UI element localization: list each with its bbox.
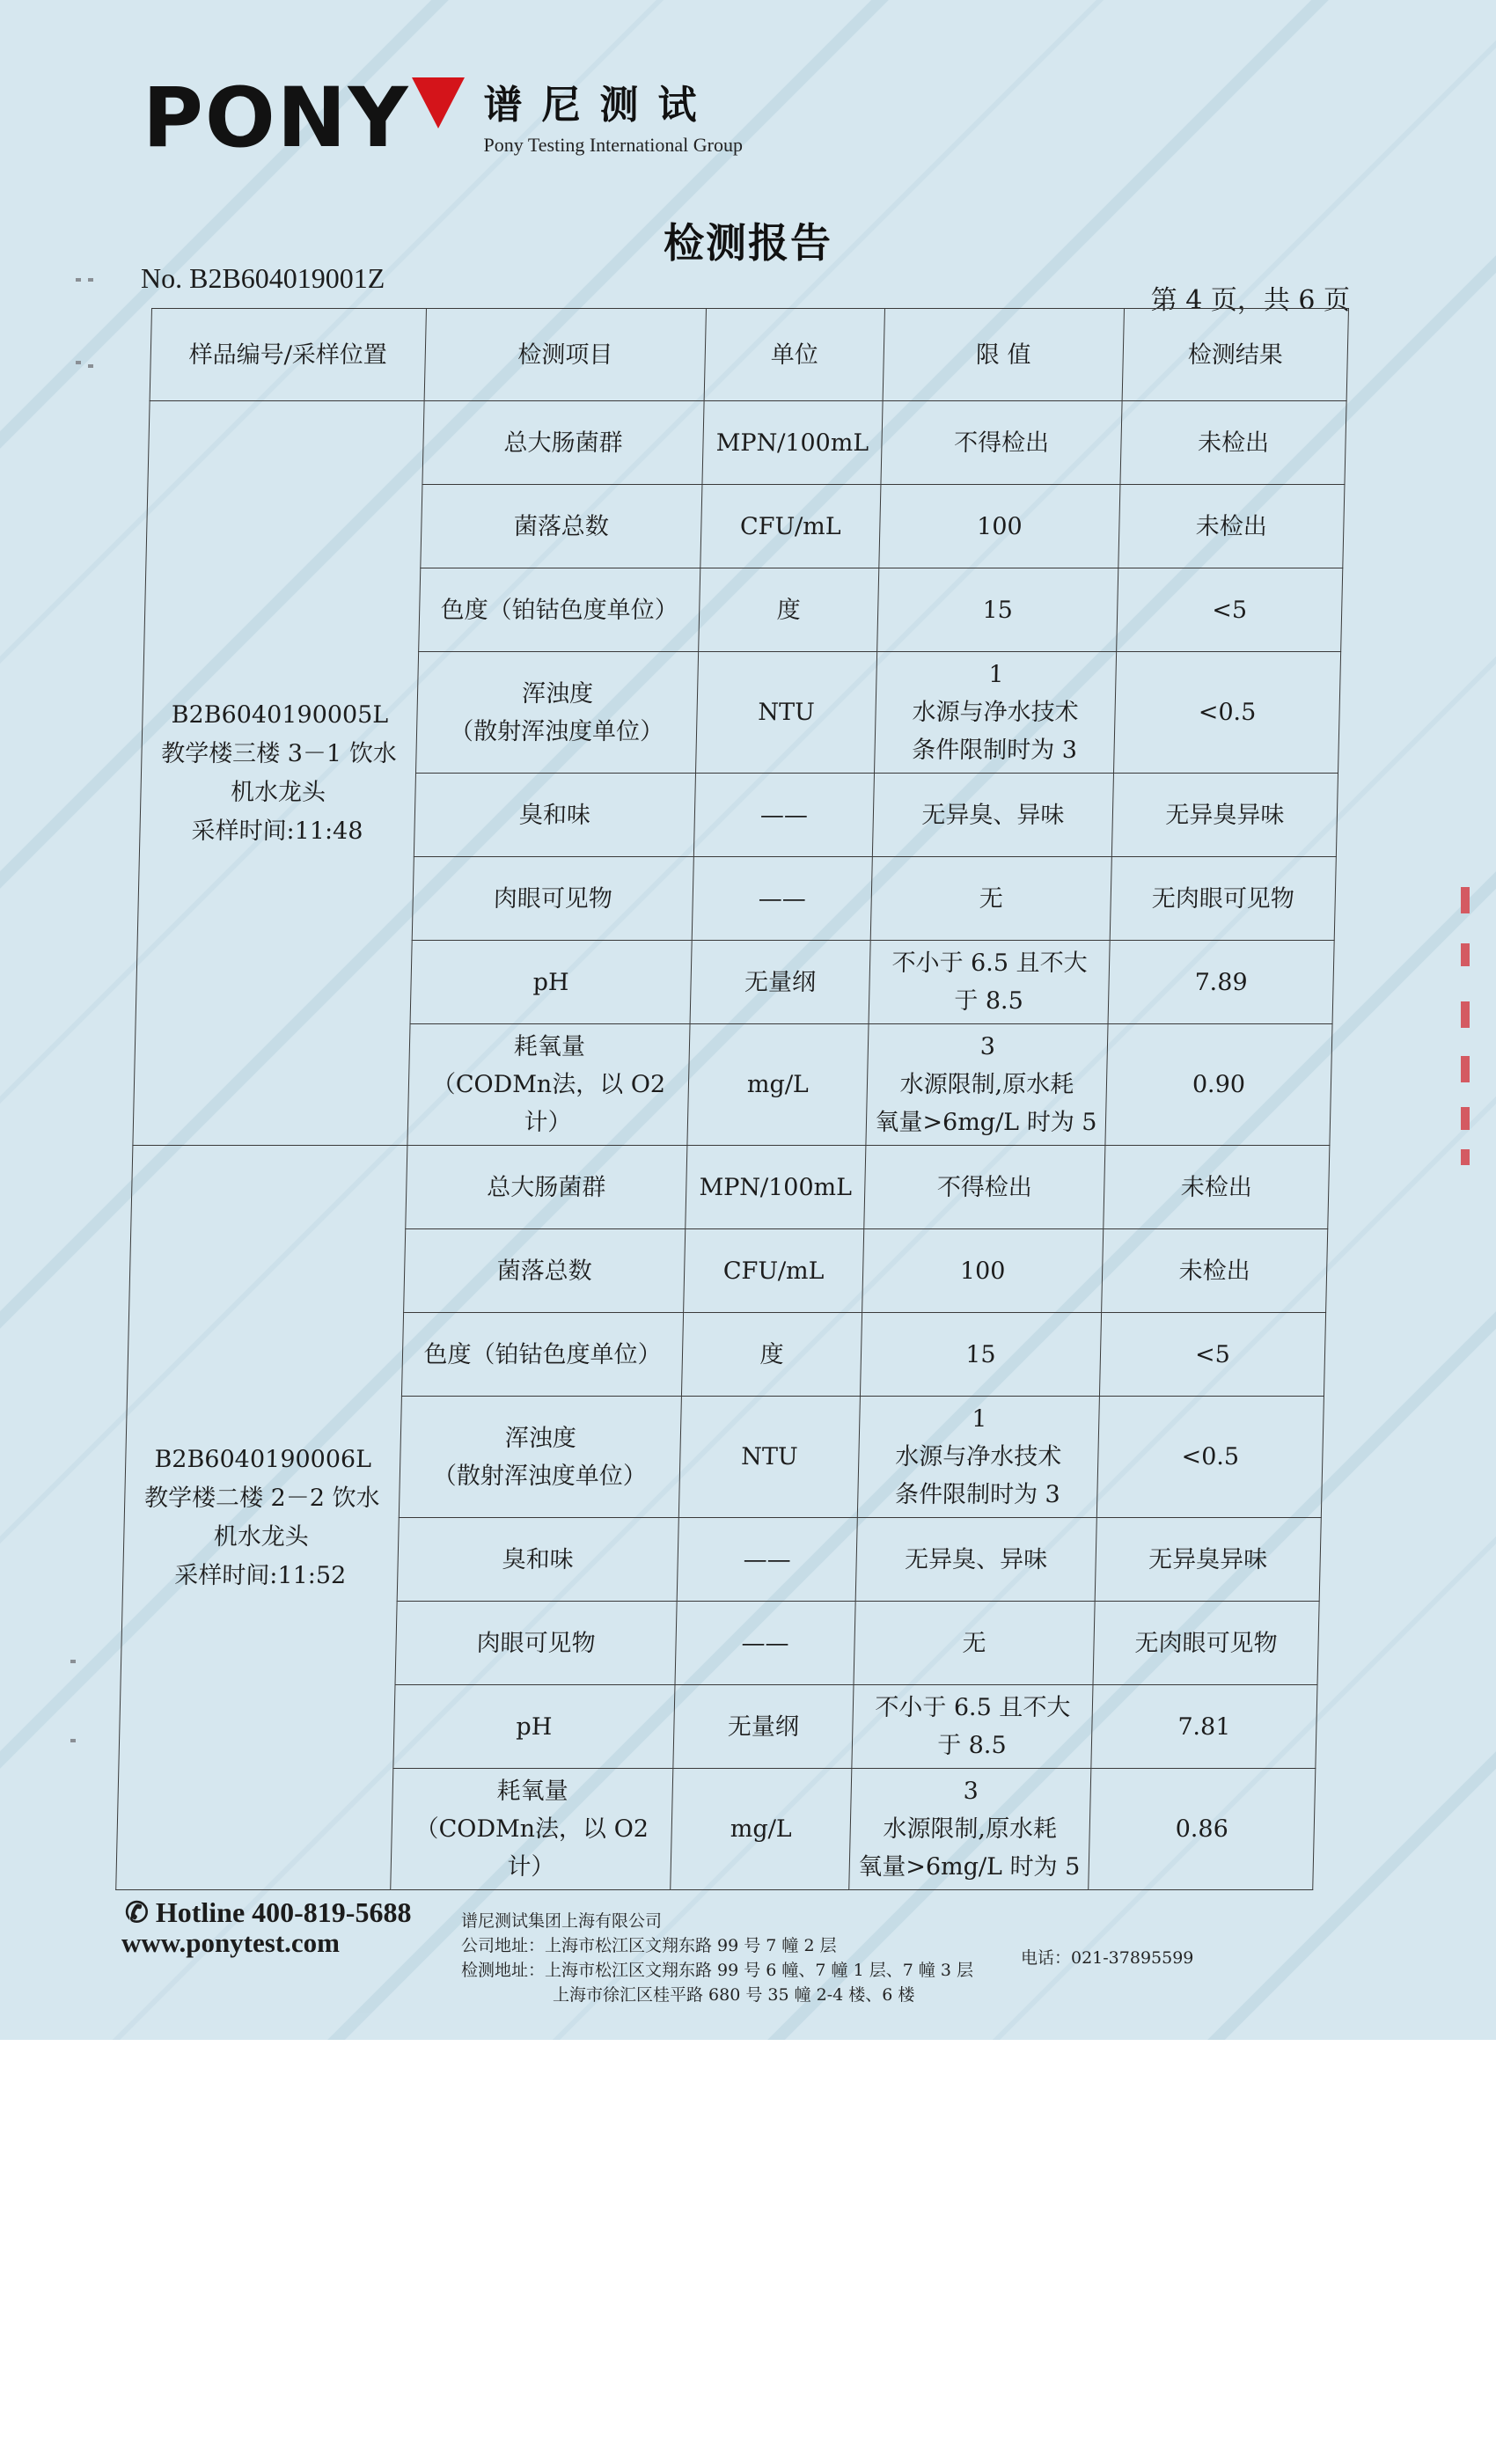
cell-line: 肉眼可见物 bbox=[476, 1629, 596, 1657]
result-cell: 未检出 bbox=[1120, 401, 1346, 485]
cell-line: 采样时间:11:48 bbox=[191, 817, 363, 845]
punch-mark bbox=[76, 361, 81, 364]
sample-cell bbox=[116, 1146, 407, 1890]
cell-line: 3 bbox=[963, 1778, 979, 1805]
footer-company: 谱尼测试集团上海有限公司 bbox=[461, 1911, 663, 1931]
cell-line: 不小于 6.5 且不大 bbox=[891, 950, 1089, 977]
cell-line: 无 bbox=[979, 884, 1004, 913]
unit-cell: —— bbox=[693, 774, 874, 857]
cell-line: pH bbox=[532, 968, 569, 996]
cell-line: pH bbox=[516, 1712, 553, 1741]
logo-name-cn: 谱尼测试 bbox=[483, 83, 716, 128]
unit-cell: 度 bbox=[681, 1313, 862, 1397]
cell-line: 教学楼三楼 3－1 饮水 bbox=[160, 739, 398, 767]
table-row bbox=[131, 1146, 1330, 1229]
cell-line: 不小于 6.5 且不大 bbox=[874, 1694, 1071, 1721]
cell-line: 教学楼二楼 2－2 饮水 bbox=[143, 1484, 380, 1512]
cell-line: 100 bbox=[976, 512, 1023, 540]
punch-mark bbox=[88, 364, 93, 368]
limit-cell bbox=[870, 857, 1111, 941]
logo-text bbox=[484, 77, 743, 157]
result-cell: 未检出 bbox=[1118, 485, 1345, 568]
footer-test-address-2: 上海市徐汇区桂平路 680 号 35 幢 2-4 楼、6 楼 bbox=[553, 1985, 915, 2005]
cell-line: 臭和味 bbox=[502, 1545, 575, 1573]
item-cell bbox=[407, 1024, 690, 1146]
punch-mark bbox=[70, 1739, 76, 1742]
cell-line: B2B6040190005L bbox=[171, 700, 389, 729]
cell-line: 菌落总数 bbox=[513, 512, 610, 540]
side-stamp-mark bbox=[1461, 1001, 1470, 1028]
cell-line: 色度（铂钴色度单位） bbox=[440, 596, 679, 624]
logo-triangle-icon bbox=[412, 77, 465, 128]
cell-line: 无异臭、异味 bbox=[904, 1545, 1048, 1573]
cell-line: （散射浑浊度单位） bbox=[449, 717, 664, 745]
report-number: No. B2B604019001Z bbox=[141, 262, 385, 294]
item-cell bbox=[419, 568, 700, 652]
report-title: 检测报告 bbox=[664, 219, 832, 267]
cell-line: 水源与净水技术 bbox=[912, 699, 1079, 726]
item-cell bbox=[393, 1685, 675, 1769]
cell-line: 总大肠菌群 bbox=[503, 429, 623, 457]
limit-cell bbox=[881, 401, 1122, 485]
limit-cell bbox=[866, 1024, 1108, 1146]
company-logo bbox=[143, 70, 743, 166]
limit-cell bbox=[862, 1229, 1104, 1313]
header-unit: 单位 bbox=[704, 309, 884, 401]
cell-line: B2B6040190006L bbox=[154, 1445, 372, 1473]
item-cell bbox=[401, 1313, 683, 1397]
item-cell bbox=[416, 652, 699, 774]
item-cell bbox=[412, 857, 693, 941]
header-item: 检测项目 bbox=[424, 309, 706, 401]
footer-phone: 电话：021-37895599 bbox=[1021, 1948, 1194, 1968]
logo-wordmark bbox=[143, 70, 465, 166]
result-cell: 7.81 bbox=[1091, 1685, 1317, 1769]
limit-cell bbox=[855, 1518, 1096, 1602]
side-stamp-mark bbox=[1461, 1107, 1470, 1130]
punch-mark bbox=[88, 278, 93, 282]
limit-cell bbox=[860, 1313, 1101, 1397]
limit-cell bbox=[854, 1602, 1095, 1685]
cell-line: 100 bbox=[959, 1257, 1006, 1285]
cell-line: （CODMn法，以 O2 计） bbox=[431, 1071, 666, 1136]
unit-cell: 无量纲 bbox=[673, 1685, 854, 1769]
cell-line: 于 8.5 bbox=[954, 987, 1024, 1015]
result-cell: 0.86 bbox=[1089, 1769, 1316, 1890]
unit-cell: —— bbox=[692, 857, 872, 941]
limit-cell bbox=[849, 1769, 1091, 1890]
result-cell: 无异臭异味 bbox=[1095, 1518, 1321, 1602]
result-cell: 未检出 bbox=[1102, 1229, 1328, 1313]
unit-cell: mg/L bbox=[671, 1769, 852, 1890]
unit-cell: 度 bbox=[699, 568, 879, 652]
item-cell bbox=[422, 401, 704, 485]
cell-line: 1 bbox=[988, 661, 1004, 688]
hotline bbox=[125, 1896, 411, 1929]
logo-wordmark-text: PONY bbox=[143, 70, 410, 166]
cell-line: （散射浑浊度单位） bbox=[432, 1462, 648, 1490]
cell-line: 条件限制时为 3 bbox=[894, 1481, 1061, 1508]
table-body bbox=[116, 401, 1346, 1890]
result-cell: 无肉眼可见物 bbox=[1110, 857, 1336, 941]
side-stamp-mark bbox=[1461, 943, 1470, 966]
item-cell bbox=[404, 1229, 686, 1313]
limit-cell bbox=[869, 941, 1110, 1024]
cell-line: 肉眼可见物 bbox=[493, 884, 613, 913]
punch-mark bbox=[76, 278, 81, 282]
result-cell: <5 bbox=[1099, 1313, 1325, 1397]
cell-line: 3 bbox=[979, 1033, 996, 1060]
sample-cell bbox=[133, 401, 424, 1146]
logo-name-en: Pony Testing International Group bbox=[483, 134, 743, 156]
website: www.ponytest.com bbox=[121, 1927, 340, 1958]
cell-line: 条件限制时为 3 bbox=[911, 737, 1078, 764]
cell-line: 15 bbox=[982, 596, 1014, 624]
cell-line: 氧量>6mg/L 时为 5 bbox=[875, 1109, 1097, 1136]
cell-line: 于 8.5 bbox=[936, 1732, 1008, 1759]
phone-icon: ✆ bbox=[125, 1896, 149, 1928]
side-stamp-mark bbox=[1461, 1149, 1470, 1165]
item-cell bbox=[399, 1397, 681, 1518]
result-cell: <0.5 bbox=[1096, 1397, 1324, 1518]
result-cell: 无肉眼可见物 bbox=[1093, 1602, 1319, 1685]
item-cell bbox=[421, 485, 702, 568]
result-cell: 未检出 bbox=[1104, 1146, 1330, 1229]
unit-cell: CFU/mL bbox=[684, 1229, 864, 1313]
limit-cell bbox=[877, 568, 1118, 652]
cell-line: 水源限制,原水耗 bbox=[883, 1815, 1058, 1843]
punch-mark bbox=[70, 1660, 76, 1663]
cell-line: 臭和味 bbox=[518, 801, 591, 829]
unit-cell: CFU/mL bbox=[700, 485, 881, 568]
limit-cell bbox=[879, 485, 1120, 568]
item-cell bbox=[414, 774, 695, 857]
footer-test-address-1: 检测地址：上海市松江区文翔东路 99 号 6 幢、7 幢 1 层、7 幢 3 层 bbox=[461, 1961, 974, 1980]
unit-cell: NTU bbox=[678, 1397, 860, 1518]
table-header-row bbox=[150, 309, 1348, 401]
unit-cell: 无量纲 bbox=[690, 941, 870, 1024]
cell-line: 浑浊度 bbox=[504, 1424, 577, 1452]
cell-line: 无异臭、异味 bbox=[921, 801, 1065, 829]
cell-line: 水源与净水技术 bbox=[895, 1443, 1062, 1470]
cell-line: 水源限制,原水耗 bbox=[899, 1071, 1074, 1098]
cell-line: 15 bbox=[964, 1340, 997, 1368]
cell-line: （CODMn法，以 O2 计） bbox=[414, 1815, 649, 1881]
result-cell: 无异臭异味 bbox=[1111, 774, 1338, 857]
header-result: 检测结果 bbox=[1122, 309, 1348, 401]
result-cell: <0.5 bbox=[1114, 652, 1341, 774]
cell-line: 机水龙头 bbox=[213, 1522, 310, 1551]
hotline-text: Hotline 400-819-5688 bbox=[155, 1896, 412, 1928]
item-cell bbox=[391, 1769, 673, 1890]
cell-line: 菌落总数 bbox=[496, 1257, 593, 1285]
limit-cell bbox=[857, 1397, 1099, 1518]
side-stamp-mark bbox=[1461, 887, 1470, 913]
result-cell: 0.90 bbox=[1105, 1024, 1332, 1146]
unit-cell: MPN/100mL bbox=[702, 401, 883, 485]
table-row bbox=[148, 401, 1346, 485]
cell-line: 总大肠菌群 bbox=[486, 1173, 606, 1201]
cell-line: 1 bbox=[971, 1405, 987, 1433]
results-table bbox=[115, 308, 1349, 1890]
item-cell bbox=[395, 1602, 677, 1685]
header-limit: 限 值 bbox=[883, 309, 1124, 401]
header-sample: 样品编号/采样位置 bbox=[150, 309, 426, 401]
result-cell: <5 bbox=[1117, 568, 1343, 652]
page-indicator: 第 4 页，共 6 页 bbox=[1150, 285, 1350, 316]
cell-line: 氧量>6mg/L 时为 5 bbox=[857, 1853, 1081, 1881]
unit-cell: —— bbox=[675, 1602, 855, 1685]
unit-cell: NTU bbox=[696, 652, 877, 774]
cell-line: 浑浊度 bbox=[521, 679, 594, 708]
cell-line: 耗氧量 bbox=[513, 1033, 586, 1060]
item-cell bbox=[397, 1518, 678, 1602]
cell-line: 机水龙头 bbox=[230, 778, 326, 806]
limit-cell bbox=[864, 1146, 1105, 1229]
unit-cell: MPN/100mL bbox=[686, 1146, 866, 1229]
item-cell bbox=[406, 1146, 687, 1229]
footer-company-address: 公司地址：上海市松江区文翔东路 99 号 7 幢 2 层 bbox=[461, 1936, 837, 1955]
cell-line: 无 bbox=[962, 1629, 986, 1657]
cell-line: 色度（铂钴色度单位） bbox=[423, 1340, 662, 1368]
side-stamp-mark bbox=[1461, 1056, 1470, 1082]
limit-cell bbox=[875, 652, 1117, 774]
cell-line: 不得检出 bbox=[936, 1173, 1033, 1201]
unit-cell: mg/L bbox=[687, 1024, 869, 1146]
cell-line: 耗氧量 bbox=[496, 1778, 569, 1805]
unit-cell: —— bbox=[677, 1518, 857, 1602]
result-cell: 7.89 bbox=[1108, 941, 1334, 1024]
cell-line: 采样时间:11:52 bbox=[174, 1561, 347, 1589]
limit-cell bbox=[872, 774, 1113, 857]
cell-line: 不得检出 bbox=[953, 429, 1050, 457]
limit-cell bbox=[852, 1685, 1093, 1769]
item-cell bbox=[410, 941, 692, 1024]
